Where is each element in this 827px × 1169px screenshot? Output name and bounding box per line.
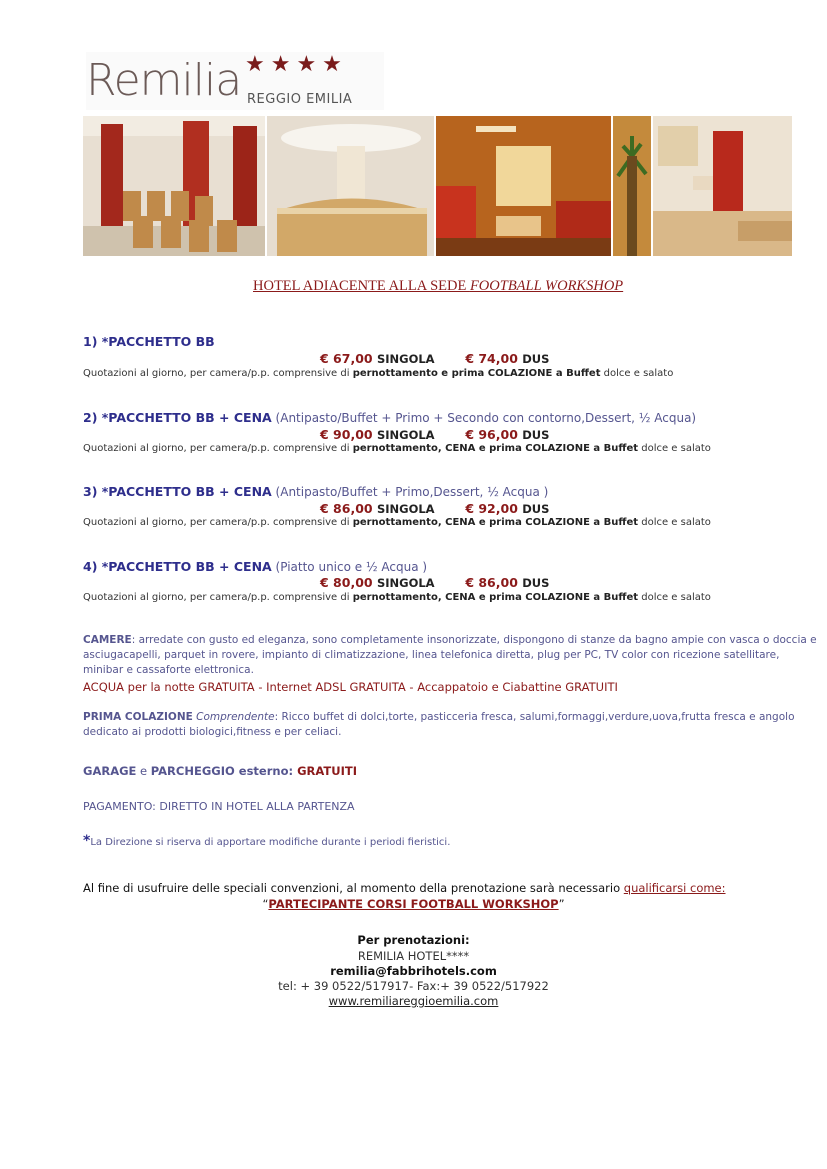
reception-photo (267, 116, 434, 256)
title-event: FOOTBALL WORKSHOP (469, 278, 624, 294)
contacts-heading: Per prenotazioni: (357, 933, 470, 947)
price-dus: € 74,00 (465, 351, 518, 366)
price-single: € 90,00 (320, 427, 373, 442)
dus-label: DUS (522, 502, 550, 516)
camere-extras: ACQUA per la notte GRATUITA - Internet ADSL GRATUITA - Accappatoio e Ciabattine GRATUITI (83, 680, 618, 694)
direzione-note: *La Direzione si riserva di apportare modifiche durante i periodi fieristici. (83, 833, 451, 849)
participant-line: “PARTECIPANTE CORSI FOOTBALL WORKSHOP” (262, 897, 565, 911)
contacts-email[interactable]: remilia@fabbrihotels.com (330, 964, 497, 978)
single-label: SINGOLA (376, 352, 435, 366)
single-label: SINGOLA (376, 502, 435, 516)
package-note: (Antipasto/Buffet + Primo + Secondo con contorno,Dessert, ½ Acqua) (271, 411, 697, 425)
price-dus: € 86,00 (465, 575, 518, 590)
camere-section (83, 633, 818, 678)
dus-label: DUS (522, 352, 550, 366)
package-1-prices (320, 351, 549, 366)
price-single: € 67,00 (320, 351, 373, 366)
pagamento-line: PAGAMENTO: DIRETTO IN HOTEL ALLA PARTENZA (83, 800, 355, 813)
logo-name: Remilia (86, 55, 242, 106)
package-title: 2) *PACCHETTO BB + CENA (83, 410, 272, 425)
package-title: 1) *PACCHETTO BB (83, 334, 215, 349)
package-4-heading (83, 559, 427, 574)
package-title: 4) *PACCHETTO BB + CENA (83, 559, 272, 574)
star-rating-icon: ★★★★ (245, 52, 348, 77)
package-4-prices (320, 575, 549, 590)
page-title (253, 278, 623, 295)
colazione-section (83, 710, 818, 740)
meeting-room-photo (83, 116, 265, 256)
package-title: 3) *PACCHETTO BB + CENA (83, 484, 272, 499)
package-3-prices (320, 501, 549, 516)
lounge-photo (436, 116, 611, 256)
package-2-prices (320, 427, 549, 442)
price-dus: € 92,00 (465, 501, 518, 516)
participant-label: PARTECIPANTE CORSI FOOTBALL WORKSHOP (268, 897, 559, 911)
title-main: HOTEL ADIACENTE ALLA SEDE (253, 278, 470, 294)
convenzione-text: Al fine di usufruire delle speciali convenzioni, al momento della prenotazione sarà necessario qualificarsi come: (83, 881, 726, 895)
contacts-web (0, 994, 827, 1008)
dus-label: DUS (522, 428, 550, 442)
dus-label: DUS (522, 576, 550, 590)
price-single: € 80,00 (320, 575, 373, 590)
website-link[interactable]: www.remiliareggioemilia.com (328, 994, 499, 1008)
package-2-heading (83, 410, 696, 425)
bedroom-photo (653, 116, 792, 256)
camere-text: : arredate con gusto ed eleganza, sono completamente insonorizzate, dispongono di stanze da bagno ampie con vasca o doccia e asciugacapelli, parquet in rovere, impianto di climatizzazione, linea telefonica diretta, plug per PC, TV color con ricezione satellitare, minibar e cassaforte elettronica. (83, 634, 817, 676)
package-note: (Antipasto/Buffet + Primo,Dessert, ½ Acqua ) (271, 485, 549, 499)
package-4-quote: Quotazioni al giorno, per camera/p.p. comprensive di pernottamento, CENA e prima COLAZIONE a Buffet dolce e salato (83, 592, 711, 603)
package-note: (Piatto unico e ½ Acqua ) (271, 560, 428, 574)
colazione-italic: Comprendente (192, 711, 275, 723)
package-3-heading (83, 484, 548, 499)
colazione-text: : Ricco buffet di dolci,torte, pasticceria fresca, salumi,formaggi,verdure,uova,frutta fresca e angolo dedicato ai prodotti biologici,fitness e per celiaci. (83, 711, 795, 738)
package-1-quote: Quotazioni al giorno, per camera/p.p. comprensive di pernottamento e prima COLAZIONE a Buffet dolce e salato (83, 368, 674, 379)
hotel-logo (86, 52, 384, 110)
contacts-phone: tel: + 39 0522/517917- Fax:+ 39 0522/517922 (278, 979, 549, 993)
garage-line: GARAGE e PARCHEGGIO esterno: GRATUITI (83, 764, 357, 778)
logo-city: REGGIO EMILIA (247, 92, 353, 107)
single-label: SINGOLA (376, 576, 435, 590)
camere-label: CAMERE (83, 634, 132, 646)
price-single: € 86,00 (320, 501, 373, 516)
plant-photo (613, 116, 651, 256)
colazione-label: PRIMA COLAZIONE (83, 711, 193, 723)
package-1-heading (83, 334, 215, 349)
contacts-hotel: REMILIA HOTEL**** (357, 949, 470, 963)
package-3-quote: Quotazioni al giorno, per camera/p.p. comprensive di pernottamento, CENA e prima COLAZIONE a Buffet dolce e salato (83, 517, 711, 528)
single-label: SINGOLA (376, 428, 435, 442)
price-dus: € 96,00 (465, 427, 518, 442)
package-2-quote: Quotazioni al giorno, per camera/p.p. comprensive di pernottamento, CENA e prima COLAZIONE a Buffet dolce e salato (83, 443, 711, 454)
qualificarsi-link[interactable]: qualificarsi come: (623, 881, 726, 895)
